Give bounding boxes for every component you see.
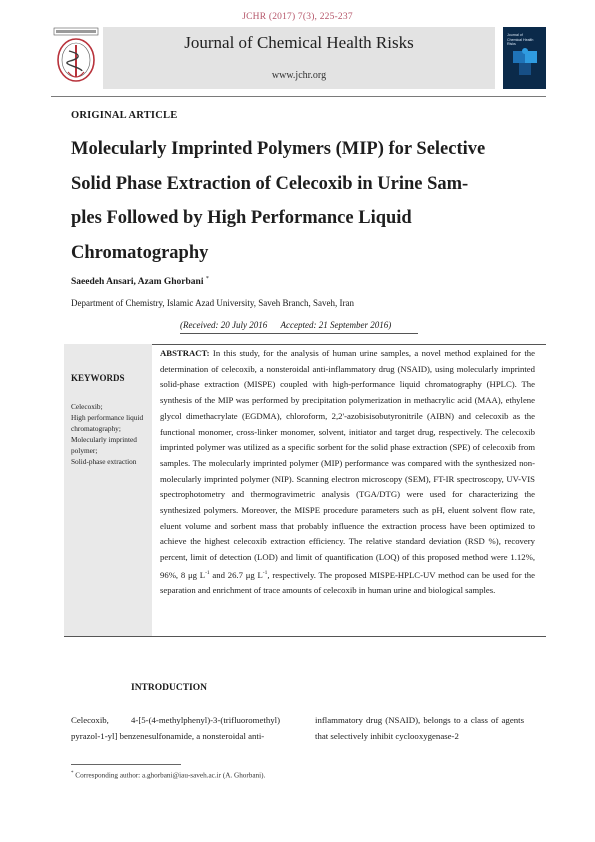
paper-title-line: Molecularly Imprinted Polymers (MIP) for Selective — [71, 139, 486, 159]
journal-title: Journal of Chemical Health Risks — [184, 33, 414, 52]
introduction-heading: INTRODUCTION — [131, 683, 208, 693]
keywords-list — [71, 401, 151, 467]
keyword-item: Celecoxib; — [71, 402, 103, 411]
abstract-bottom-rule — [64, 636, 546, 637]
keywords-panel — [64, 344, 152, 636]
keyword-item: Molecularly imprinted polymer; — [71, 435, 137, 455]
author-names: Saeedeh Ansari, Azam Ghorbani — [71, 277, 204, 288]
journal-citation: JCHR (2017) 7(3), 225-237 — [242, 12, 353, 22]
corresponding-author-mark: * — [205, 276, 209, 282]
author-affiliation: Department of Chemistry, Islamic Azad University, Saveh Branch, Saveh, Iran — [71, 298, 355, 308]
article-type-label: ORIGINAL ARTICLE — [71, 110, 178, 121]
dates-underline — [180, 333, 418, 334]
introduction-left-column: Celecoxib, 4-[5-(4-methylphenyl)-3-(trifluoromethyl) pyrazol-1-yl] benzenesulfonamide, a nonsteroidal anti- — [71, 715, 280, 741]
abstract-text: In this study, for the analysis of human urine samples, a novel method explained for the determination of celecoxib, a nonsteroidal anti-inflammatory drug (NSAID), using molecularly imprinted solid-phase extraction (MISPE) coupled with high-performance liquid chromatography (HPLC). The synthesis of the MIP was performed by precipitation polymerization in methacrylic acid (MAA), ethylene glycol dimethacrylate (EGDMA), chloroform, 2,2'-azobisisobutyronitrile (AIBN) and celecoxib as the functional monomer, cross-linker monomer, solvent, initiator and target drug, respectively. The celecoxib imprinted polymer was utilized as a specific sorbent for the solid phase extraction (SPE) of celecoxib from samples. The molecularly imprinted polymer (MIP) performance was compared with the synthesized non-molecularly imprinted polymer (NIP). Scanning electron microscopy (SEM), FT-IR spectroscopy, UV-VIS spectrophotometry and thermogravimetric analysis (TGA/DTG) were used for characterizing the synthesized polymers. Moreover, the MISPE procedure parameters such as pH, eluent solvent flow rate, eluent volume and sorbent mass that probably influence the extraction process have been optimized to achieve the highest celecoxib extraction efficiency. The relative standard deviation (RSD %), recovery percent, limit of detection (LOD) and limit of quantification (LOQ) of this proposed method were 1.12%, 96%, 8 μg L — [160, 348, 535, 580]
abstract-label: ABSTRACT: — [160, 348, 210, 358]
abstract-text-mid: and 26.7 μg L — [209, 569, 263, 580]
journal-emblem-logo — [51, 27, 101, 89]
abstract-body — [160, 346, 535, 599]
introduction-right-column: inflammatory drug (NSAID), belongs to a class of agents that selectively inhibit cyclooxygenase-2 — [315, 715, 524, 741]
footnote-mark: * — [71, 771, 74, 776]
paper-title-line: ples Followed by High Performance Liquid — [71, 208, 412, 228]
paper-title — [71, 132, 531, 270]
corresponding-author-footnote — [71, 771, 265, 779]
unit-exponent: -1 — [262, 569, 268, 576]
keyword-item: High performance liquid chromatography; — [71, 413, 144, 433]
paper-title-line: Solid Phase Extraction of Celecoxib in Urine Sam- — [71, 173, 469, 194]
unit-exponent: -1 — [205, 569, 210, 576]
header-divider — [51, 96, 546, 97]
cover-title-text: Journal of Chemical Health Risks — [507, 33, 534, 46]
journal-cover-thumbnail — [503, 27, 546, 89]
abstract-top-rule — [152, 344, 546, 345]
abstract-text-tail: , respectively. The proposed MISPE-HPLC-UV method can be used for the separation and enrichment of trace amounts of celecoxib in human urine and biological samples. — [160, 569, 535, 596]
paper-title-line: Chromatography — [71, 242, 209, 263]
footnote-divider — [71, 764, 181, 765]
author-list — [71, 276, 209, 287]
keyword-item: Solid-phase extraction — [71, 457, 137, 466]
footnote-text: Corresponding author: a.ghorbani@iau-saveh.ac.ir (A. Ghorbani). — [73, 771, 266, 780]
journal-url-link[interactable]: www.jchr.org — [271, 70, 327, 81]
received-accepted-dates: (Received: 20 July 2016 Accepted: 21 September 2016) — [180, 320, 392, 330]
keywords-heading: KEYWORDS — [71, 373, 125, 383]
